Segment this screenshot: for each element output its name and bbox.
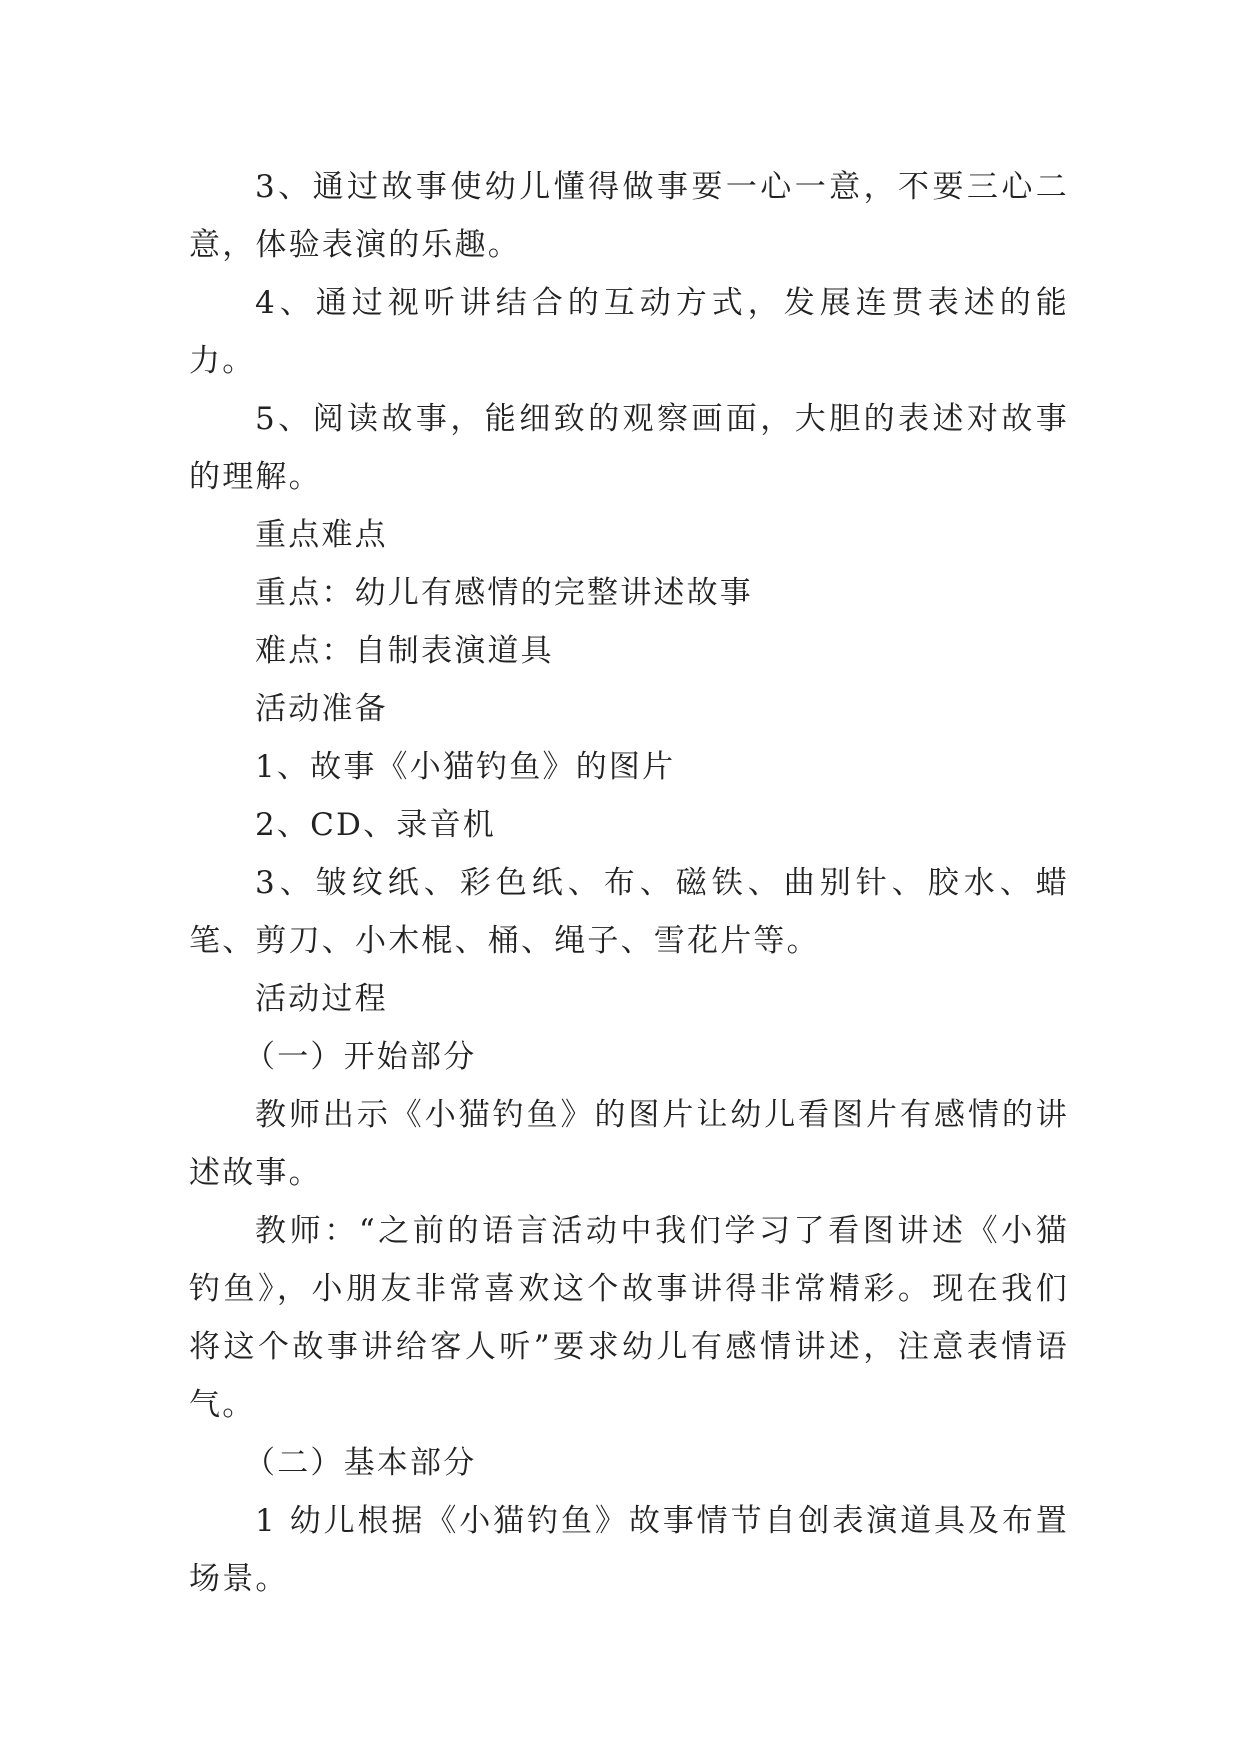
key-difficulty-heading: 重点难点	[255, 517, 388, 553]
section-1-paragraph-2: 教师：“之前的语言活动中我们学习了看图讲述《小猫钓鱼》，小朋友非常喜欢这个故事讲得非常精彩。现在我们将这个故事讲给客人听”要求幼儿有感情讲述，注意表情语气。	[189, 1213, 1069, 1423]
section-1-paragraph-1: 教师出示《小猫钓鱼》的图片让幼儿看图片有感情的讲述故事。	[189, 1097, 1069, 1191]
preparation-item-3: 3、皱纹纸、彩色纸、布、磁铁、曲别针、胶水、蜡笔、剪刀、小木棍、桶、绳子、雪花片等。	[189, 865, 1069, 959]
preparation-heading: 活动准备	[255, 691, 388, 727]
section-2-paragraph-1: 1 幼儿根据《小猫钓鱼》故事情节自创表演道具及布置场景。	[189, 1503, 1069, 1597]
document-body	[189, 158, 1069, 1608]
section-1-heading: （一）开始部分	[244, 1039, 477, 1075]
difficulty-paragraph: 难点：自制表演道具	[255, 633, 554, 669]
key-point-paragraph: 重点：幼儿有感情的完整讲述故事	[255, 575, 753, 611]
preparation-item-2: 2、CD、录音机	[255, 807, 496, 843]
objective-3-paragraph: 3、通过故事使幼儿懂得做事要一心一意，不要三心二意，体验表演的乐趣。	[189, 169, 1069, 263]
section-2-heading: （二）基本部分	[244, 1445, 477, 1481]
process-heading: 活动过程	[255, 981, 388, 1017]
objective-4-paragraph: 4、通过视听讲结合的互动方式，发展连贯表述的能力。	[189, 285, 1069, 379]
preparation-item-1: 1、故事《小猫钓鱼》的图片	[255, 749, 676, 785]
objective-5-paragraph: 5、阅读故事，能细致的观察画面，大胆的表述对故事的理解。	[189, 401, 1069, 495]
